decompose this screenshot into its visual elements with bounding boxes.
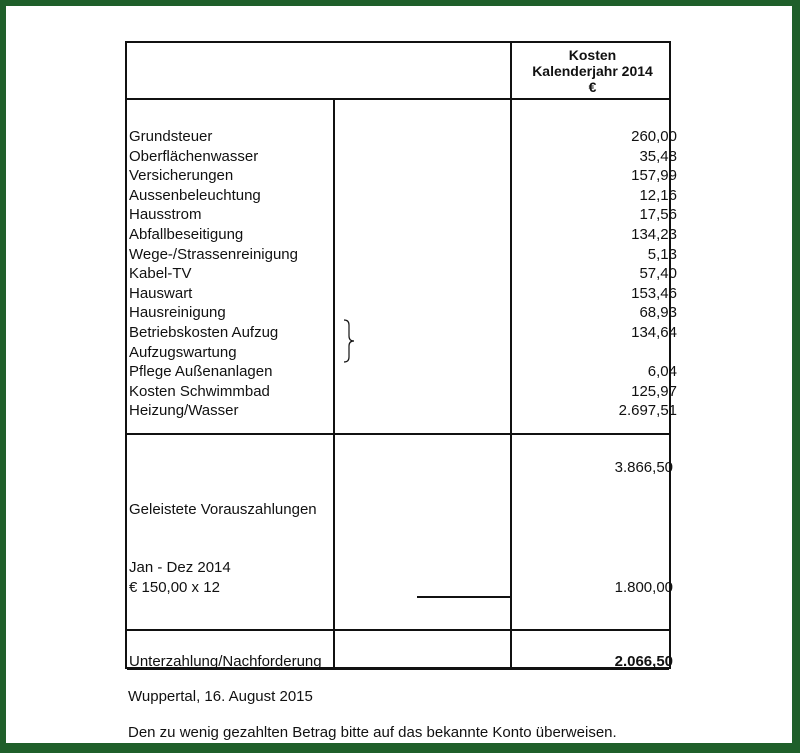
cost-item-label: Heizung/Wasser bbox=[129, 402, 239, 420]
items-divider bbox=[127, 433, 669, 435]
prepayments-amount: 1.800,00 bbox=[614, 579, 673, 596]
cost-item-row bbox=[127, 127, 677, 147]
cost-item-label: Hausstrom bbox=[129, 206, 202, 224]
cost-item-value: 17,56 bbox=[639, 206, 677, 224]
cost-item-row bbox=[127, 166, 677, 186]
cost-item-row bbox=[127, 284, 677, 304]
cost-item-row bbox=[127, 382, 677, 402]
header-year: Kalenderjahr 2014 bbox=[532, 63, 653, 79]
cost-item-row bbox=[127, 205, 677, 225]
cost-item-value: 125,97 bbox=[631, 382, 677, 400]
place-date: Wuppertal, 16. August 2015 bbox=[128, 688, 313, 705]
cost-item-value: 12,16 bbox=[639, 186, 677, 204]
cost-item-value: 2.697,51 bbox=[618, 402, 677, 420]
header-currency: € bbox=[588, 79, 597, 95]
amount-column-header bbox=[512, 47, 673, 95]
cost-item-row bbox=[127, 264, 677, 284]
cost-item-row bbox=[127, 343, 673, 363]
cost-item-value: 68,93 bbox=[639, 304, 677, 322]
prepayments-label: Geleistete Vorauszahlungen bbox=[129, 501, 317, 518]
header-divider bbox=[127, 98, 669, 100]
cost-item-value: 35,48 bbox=[639, 147, 677, 165]
cost-item-label: Hausreinigung bbox=[129, 304, 226, 322]
header-kosten: Kosten bbox=[568, 47, 617, 63]
cost-item-value: 260,00 bbox=[631, 128, 677, 145]
payment-note: Den zu wenig gezahlten Betrag bitte auf das bekannte Konto überweisen. bbox=[128, 724, 617, 741]
cost-item-row bbox=[127, 303, 677, 323]
cost-item-label: Aussenbeleuchtung bbox=[129, 186, 261, 204]
cost-item-row bbox=[127, 323, 677, 343]
cost-item-row bbox=[127, 362, 677, 382]
cost-item-label: Aufzugswartung bbox=[129, 343, 237, 361]
prepayments-period: Jan - Dez 2014 bbox=[129, 559, 231, 576]
prepayments-rate: € 150,00 x 12 bbox=[129, 579, 220, 596]
cost-item-value: 57,40 bbox=[639, 265, 677, 283]
subtraction-line bbox=[417, 596, 511, 598]
cost-item-label: Pflege Außenanlagen bbox=[129, 363, 273, 381]
cost-item-row bbox=[127, 225, 677, 245]
cost-item-row bbox=[127, 186, 677, 206]
document-page bbox=[6, 6, 792, 743]
underpayment-amount: 2.066,50 bbox=[614, 653, 673, 670]
cost-item-label: Kosten Schwimmbad bbox=[129, 382, 270, 400]
cost-item-label: Kabel-TV bbox=[129, 265, 192, 283]
cost-item-label: Grundsteuer bbox=[129, 128, 213, 145]
cost-item-label: Wege-/Strassenreinigung bbox=[129, 245, 298, 263]
cost-item-value: 5,13 bbox=[647, 245, 677, 263]
cost-item-label: Versicherungen bbox=[129, 167, 234, 185]
subtotal-value: 3.866,50 bbox=[614, 459, 673, 476]
cost-item-row bbox=[127, 245, 677, 265]
cost-item-label: Betriebskosten Aufzug bbox=[129, 323, 279, 341]
underpayment-label: Unterzahlung/Nachforderung bbox=[129, 653, 322, 670]
cost-item-value: 6,04 bbox=[647, 363, 677, 381]
cost-item-label: Oberflächenwasser bbox=[129, 147, 259, 165]
prepayment-divider bbox=[127, 629, 669, 631]
curly-brace-icon bbox=[342, 319, 356, 363]
cost-item-value: 157,99 bbox=[631, 167, 677, 185]
cost-statement-table bbox=[125, 41, 677, 670]
cost-item-value: 134,64 bbox=[631, 323, 677, 341]
cost-items-list bbox=[127, 127, 677, 421]
cost-item-label: Hauswart bbox=[129, 284, 193, 302]
cost-item-row bbox=[127, 401, 677, 421]
cost-item-value: 153,46 bbox=[631, 284, 677, 302]
cost-item-value: 134,23 bbox=[631, 225, 677, 243]
cost-item-row bbox=[127, 147, 677, 167]
cost-item-label: Abfallbeseitigung bbox=[129, 225, 244, 243]
